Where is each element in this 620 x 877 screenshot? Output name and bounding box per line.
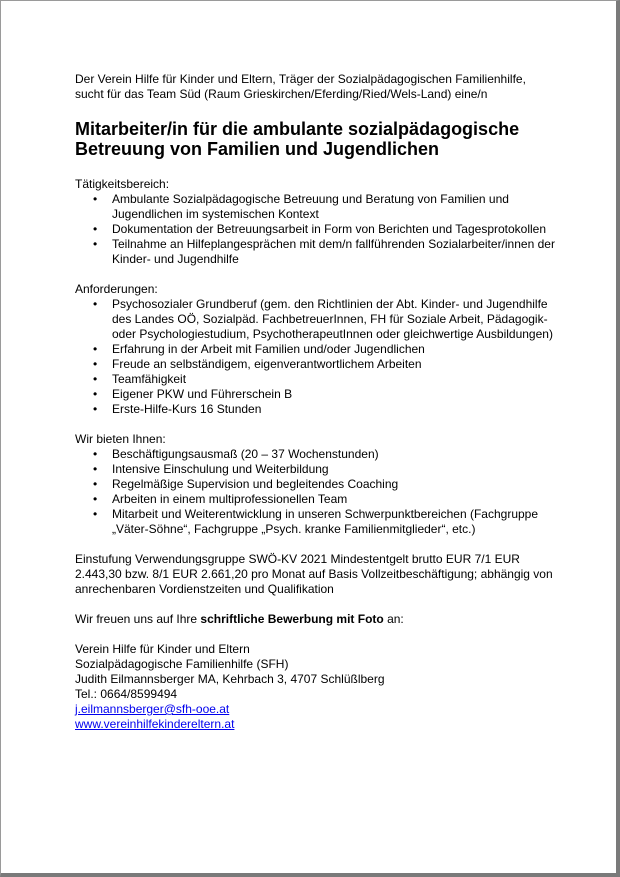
contact-block (75, 642, 555, 732)
section-anforderungen (75, 282, 555, 417)
list-item: • Mitarbeit und Weiterentwicklung in unseren Schwerpunktbereichen (Fachgruppe „Väter-Söhne“, Fachgruppe „Psych. kranke Familienmitglieder“, etc.) (75, 507, 555, 537)
list-item: • Erste-Hilfe-Kurs 16 Stunden (75, 402, 555, 417)
list-item: • Teamfähigkeit (75, 372, 555, 387)
list-item: • Dokumentation der Betreuungsarbeit in Form von Berichten und Tagesprotokollen (75, 222, 555, 237)
contact-website-link[interactable]: www.vereinhilfekindereltern.at (75, 717, 235, 731)
list-item: • Freude an selbständigem, eigenverantwortlichem Arbeiten (75, 357, 555, 372)
section-heading: Tätigkeitsbereich: (75, 177, 170, 191)
list-item: • Intensive Einschulung und Weiterbildung (75, 462, 555, 477)
bullet-list (75, 297, 555, 417)
invite-text-before: Wir freuen uns auf Ihre (75, 612, 201, 626)
bullet-list (75, 447, 555, 537)
contact-phone: Tel.: 0664/8599494 (75, 687, 178, 701)
list-item: • Eigener PKW und Führerschein B (75, 387, 555, 402)
list-item: • Erfahrung in der Arbeit mit Familien und/oder Jugendlichen (75, 342, 555, 357)
section-wir-bieten (75, 432, 555, 537)
document-content (75, 72, 555, 732)
section-taetigkeitsbereich (75, 177, 555, 267)
invite-text-after: an: (383, 612, 404, 626)
contact-unit: Sozialpädagogische Familienhilfe (SFH) (75, 657, 289, 671)
list-item: • Psychosozialer Grundberuf (gem. den Richtlinien der Abt. Kinder- und Jugendhilfe des Landes OÖ, Sozialpäd. FachbetreuerInnen, FH für Soziale Arbeit, Pädagogik- oder Psychologiestudium, PsychotherapeutInnen oder gleichwertige Ausbildungen) (75, 297, 555, 342)
application-invite (75, 612, 555, 627)
list-item: • Teilnahme an Hilfeplangesprächen mit dem/n fallführenden Sozialarbeiter/innen der Kinder- und Jugendhilfe (75, 237, 555, 267)
bullet-list (75, 192, 555, 267)
salary-paragraph: Einstufung Verwendungsgruppe SWÖ-KV 2021 Mindestentgelt brutto EUR 7/1 EUR 2.443,30 bzw. 8/1 EUR 2.661,20 pro Monat auf Basis Vollzeitbeschäftigung; abhängig von anrechenbaren Vordienstzeiten und Qualifikation (75, 552, 553, 596)
intro-paragraph: Der Verein Hilfe für Kinder und Eltern, Träger der Sozialpädagogischen Familienhilfe, sucht für das Team Süd (Raum Grieskirchen/Eferding/Ried/Wels-Land) eine/n (75, 72, 526, 101)
invite-emphasis: schriftliche Bewerbung mit Foto (200, 612, 384, 626)
contact-person-address: Judith Eilmannsberger MA, Kehrbach 3, 4707 Schlüßlberg (75, 672, 385, 686)
list-item: • Regelmäßige Supervision und begleitendes Coaching (75, 477, 555, 492)
job-title: Mitarbeiter/in für die ambulante sozialpädagogische Betreuung von Familien und Jugendlichen (75, 119, 520, 159)
list-item: • Arbeiten in einem multiprofessionellen Team (75, 492, 555, 507)
list-item: • Beschäftigungsausmaß (20 – 37 Wochenstunden) (75, 447, 555, 462)
contact-email-link[interactable]: j.eilmannsberger@sfh-ooe.at (75, 702, 230, 716)
list-item: • Ambulante Sozialpädagogische Betreuung und Beratung von Familien und Jugendlichen im systemischen Kontext (75, 192, 555, 222)
section-heading: Anforderungen: (75, 282, 158, 296)
contact-org: Verein Hilfe für Kinder und Eltern (75, 642, 250, 656)
section-heading: Wir bieten Ihnen: (75, 432, 166, 446)
